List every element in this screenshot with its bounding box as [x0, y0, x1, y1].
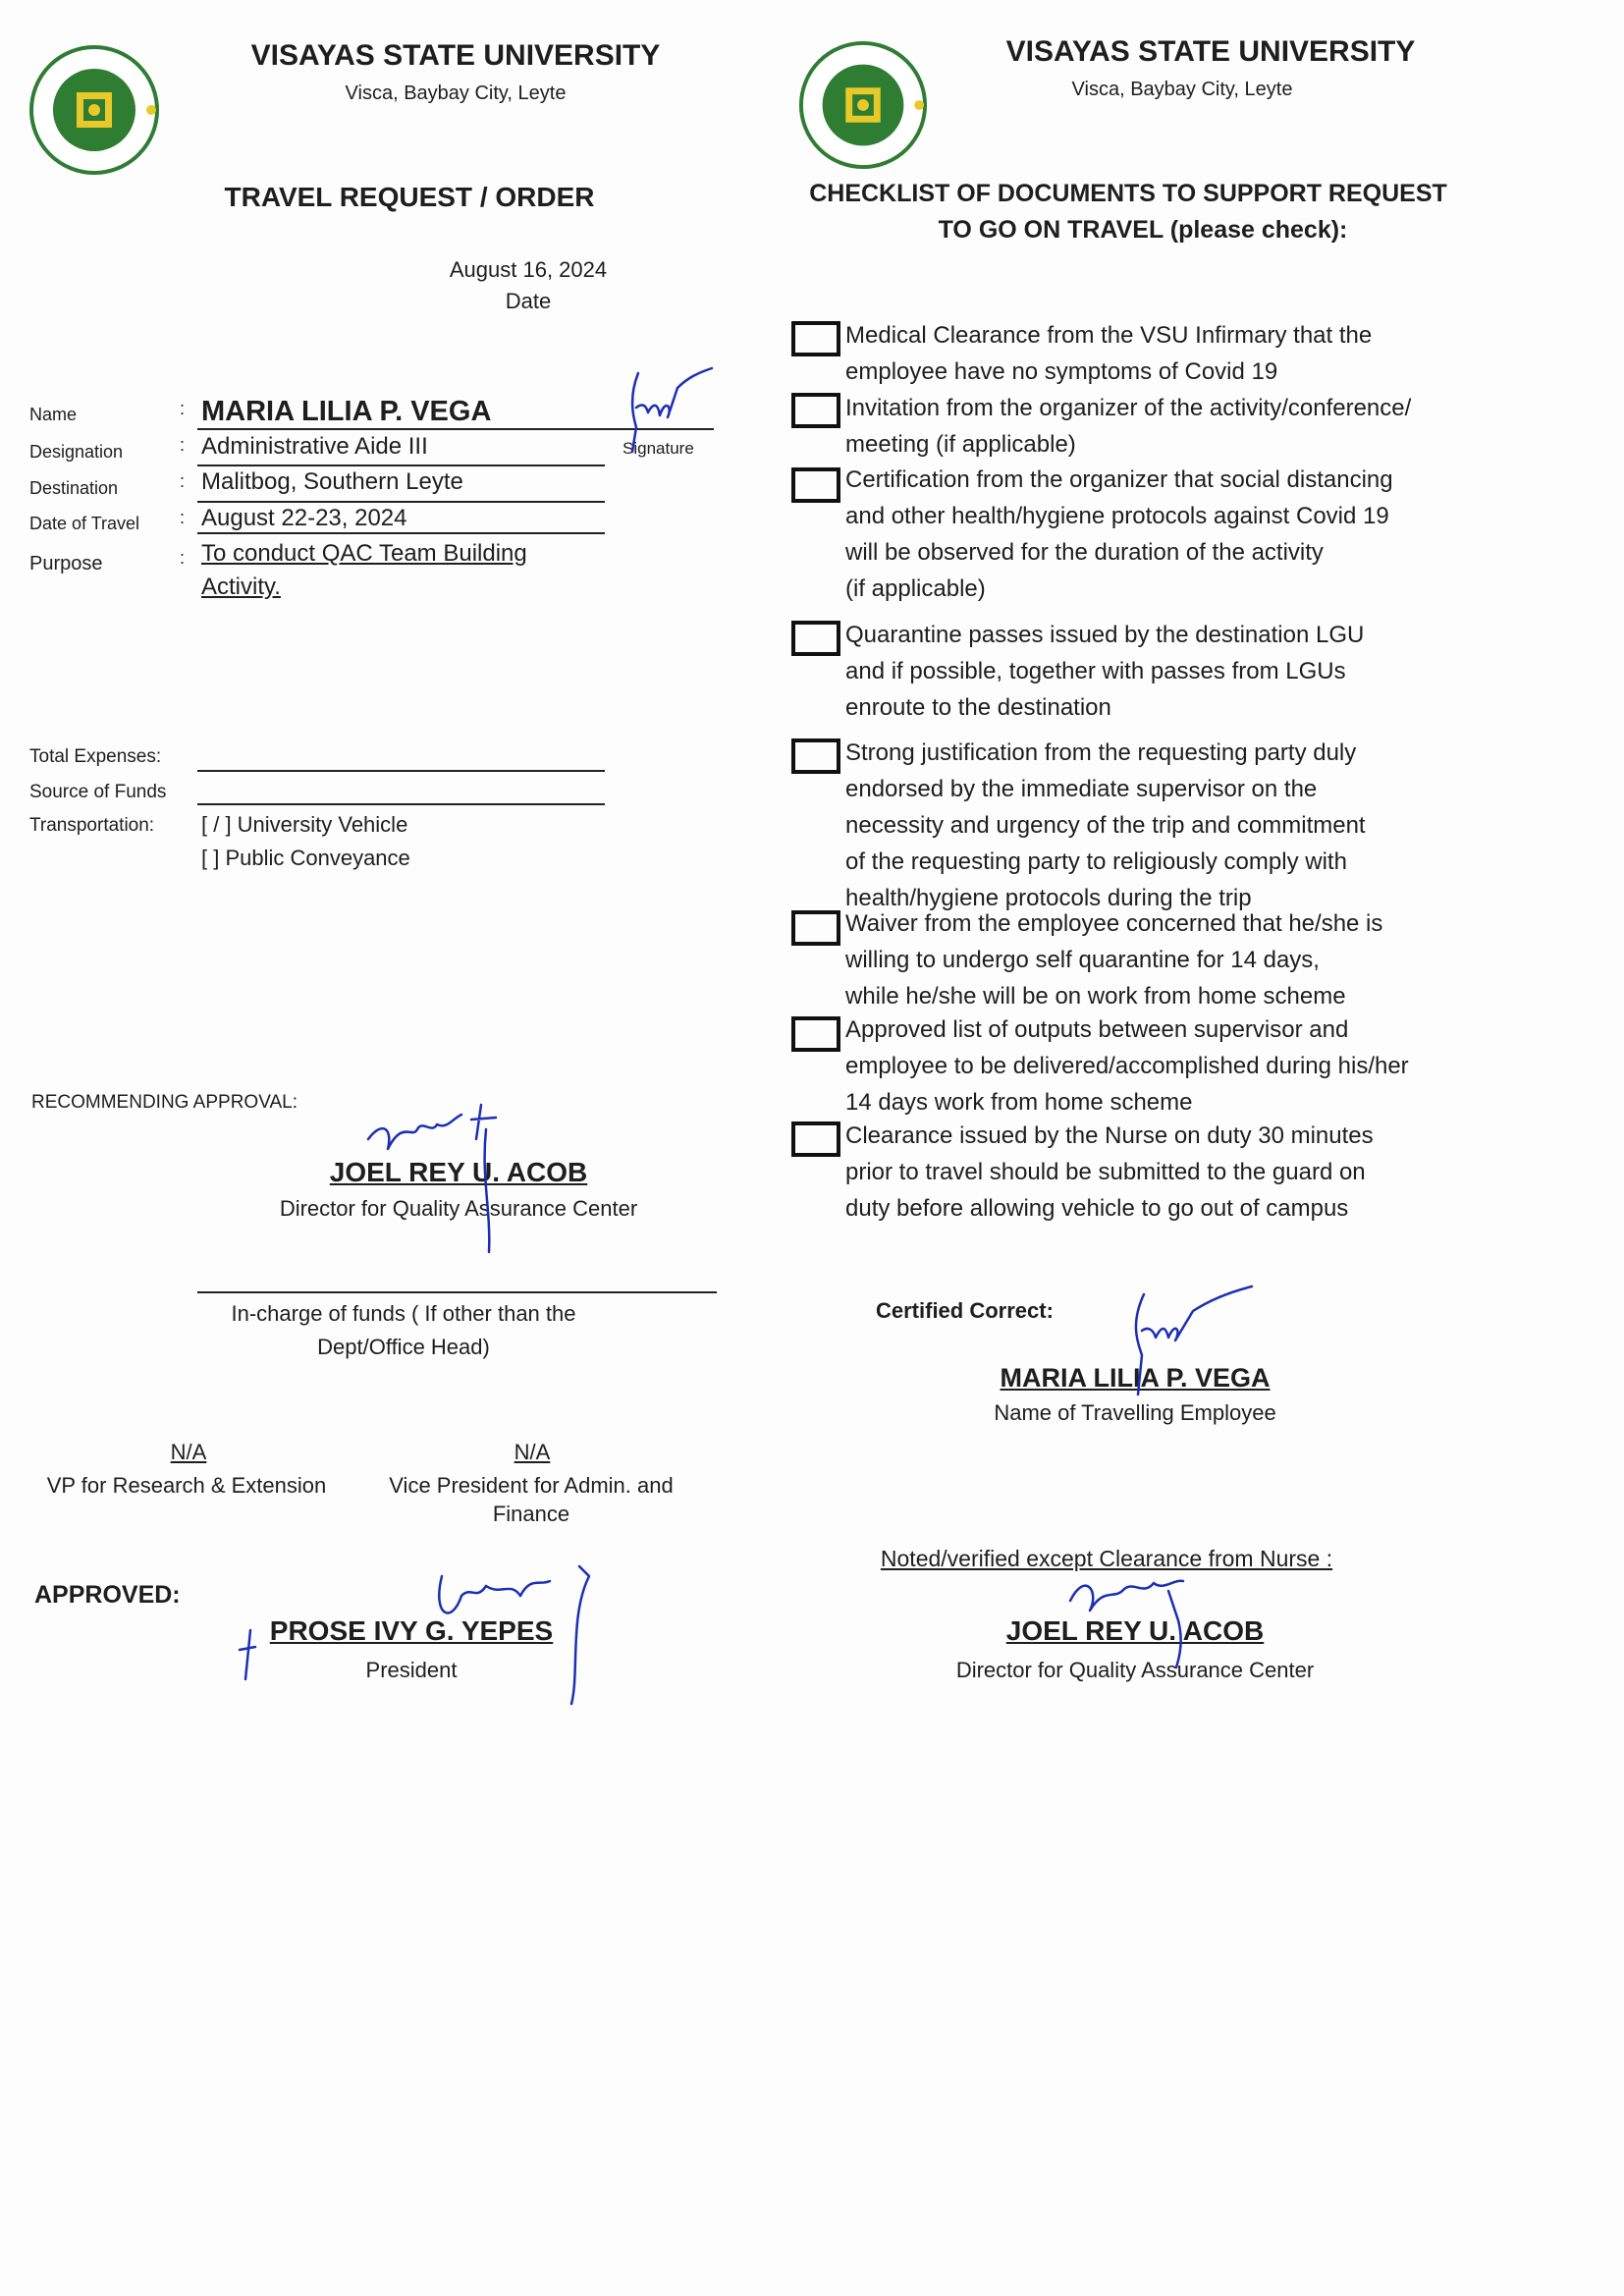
recommender-title: Director for Quality Assurance Center [279, 1196, 638, 1221]
checklist-item-text: 14 days work from home scheme [845, 1089, 1193, 1116]
checklist-item-text: Quarantine passes issued by the destination LGU [845, 622, 1365, 648]
vp-research-title: VP for Research & Extension [46, 1473, 327, 1498]
signature-label: Signature [623, 439, 694, 458]
total-expenses-label: Total Expenses: [29, 746, 162, 767]
source-of-funds-label: Source of Funds [29, 782, 167, 802]
checklist-checkbox[interactable] [791, 738, 840, 774]
vp-research-value: N/A [170, 1440, 207, 1464]
checklist-item-text: meeting (if applicable) [845, 431, 1076, 458]
incharge-funds-label: In-charge of funds ( If other than the [231, 1301, 576, 1326]
university-seal-logo [27, 43, 161, 177]
form-title: TRAVEL REQUEST / ORDER [224, 182, 595, 212]
checklist-item-text: will be observed for the duration of the activity [845, 539, 1324, 566]
transportation-label: Transportation: [29, 815, 155, 836]
checklist-item-text: employee have no symptoms of Covid 19 [845, 358, 1278, 385]
date-of-travel-label: Date of Travel [29, 514, 140, 533]
director-name: JOEL REY U. ACOB [1005, 1615, 1265, 1646]
checklist-checkbox[interactable] [791, 621, 840, 656]
recommending-approval-label: RECOMMENDING APPROVAL: [31, 1092, 298, 1113]
checklist-item-text: endorsed by the immediate supervisor on the [845, 776, 1318, 802]
destination-value: Malitbog, Southern Leyte [201, 468, 463, 495]
checklist-item-text: enroute to the destination [845, 694, 1111, 721]
university-address-right: Visca, Baybay City, Leyte [1071, 79, 1293, 100]
travel-request-document: VISAYAS STATE UNIVERSITY Visca, Baybay City, Leyte TRAVEL REQUEST / ORDER August 16, 2024 Date Name : MARIA LILIA P. VEGA Signature Designation : Administrative Aide III Destination : Malitbog, Southern Leyte Date of Travel : August 22-23, 2024 Purpose : To conduct QAC Team Building Activity. Total Expenses: Source of Funds Transportation: [ / ] University Vehicle [ ] Public Conveyance RECOMMENDING APPROVAL: JOEL REY U. ACOB Director for Quality Assurance Center In-charge of funds ( If other than the Dept/Office Head) N/A VP for Research & Extension N/A Vice President for Admin. and Finance APPROVED: PROSE IVY G. YEPES President VISAYAS STATE UNIVERSITY Visca, Baybay City, Leyte CHECKLIST OF DOCUMENTS TO SUPPORT REQUEST TO GO ON TRAVEL (please check): Medical Clearance from the VSU Infirmary that the employee have no symptoms of Covid 19 Invitation from the organizer of the activity/conference/ meeting (if applicable) Certification from the organizer that social distancing and other health/hygiene protocols against Covid 19 will be observed for the duration of the activity (if applicable) Quarantine passes issued by the destination LGU and if possible, together with passes from LGUs enroute to the destination Strong justification from the requesting party duly endorsed by the immediate supervisor on the necessity and urgency of the trip and commitment of the requesting party to religiously comply with health/hygiene protocols during the trip Waiver from the employee concerned that he/she is willing to undergo self quarantine for 14 days, while he/she will be on work from home scheme Approved list of outputs between supervisor and employee to be delivered/accomplished during his/her 14 days work from home scheme Clearance issued by the Nurse on duty 30 minutes prior to travel should be submitted to the guard on duty before allowing vehicle to go out of campus Certified Correct: MARIA LILIA P. VEGA Name of Travelling Employee Noted/verified except Clearance from Nurse : JOEL REY U. ACOB Director for Quality Assurance Center [0, 0, 1624, 2296]
noted-verified-label: Noted/verified except Clearance from Nurse : [880, 1546, 1333, 1571]
checklist-checkbox[interactable] [791, 1121, 840, 1157]
checklist-item-text: duty before allowing vehicle to go out of campus [845, 1195, 1349, 1222]
checklist-item-text: Waiver from the employee concerned that he/she is [845, 910, 1383, 937]
university-name: VISAYAS STATE UNIVERSITY [250, 39, 661, 72]
university-address: Visca, Baybay City, Leyte [345, 82, 567, 104]
university-name-right: VISAYAS STATE UNIVERSITY [1005, 35, 1416, 68]
employee-signature [619, 368, 717, 457]
approved-label: APPROVED: [34, 1581, 181, 1609]
president-name: PROSE IVY G. YEPES [269, 1615, 554, 1646]
director-title: Director for Quality Assurance Center [955, 1658, 1315, 1682]
recommender-name: JOEL REY U. ACOB [329, 1157, 588, 1187]
checklist-item-text: of the requesting party to religiously comply with [845, 848, 1347, 875]
checklist-item-text: prior to travel should be submitted to the guard on [845, 1159, 1366, 1185]
employee-title: Name of Travelling Employee [994, 1400, 1276, 1425]
checklist-checkbox[interactable] [791, 467, 840, 503]
checklist-item-text: Strong justification from the requesting party duly [845, 739, 1357, 766]
date-of-travel-value: August 22-23, 2024 [201, 505, 407, 531]
vp-admin-value: N/A [514, 1440, 551, 1464]
certified-correct-label: Certified Correct: [876, 1298, 1054, 1323]
checklist-item-text: necessity and urgency of the trip and commitment [845, 812, 1366, 839]
checklist-item-text: health/hygiene protocols during the trip [845, 885, 1252, 911]
transport-university-vehicle[interactable]: [ / ] University Vehicle [201, 812, 408, 837]
checklist-checkbox[interactable] [791, 393, 840, 428]
checklist-item-text: and if possible, together with passes from LGUs [845, 658, 1346, 684]
checklist-title: CHECKLIST OF DOCUMENTS TO SUPPORT REQUEST [809, 180, 1447, 207]
incharge-funds-label-line2: Dept/Office Head) [317, 1335, 490, 1359]
director-signature [1060, 1561, 1237, 1669]
name-value: MARIA LILIA P. VEGA [201, 396, 492, 427]
vp-admin-title-line2: Finance [492, 1502, 570, 1526]
designation-value: Administrative Aide III [201, 433, 428, 460]
transport-public-conveyance[interactable]: [ ] Public Conveyance [201, 846, 410, 870]
checklist-item-text: Approved list of outputs between supervisor and [845, 1016, 1349, 1043]
destination-label: Destination [29, 478, 119, 498]
purpose-label: Purpose [29, 553, 103, 574]
recommender-signature [363, 1100, 520, 1257]
checklist-checkbox[interactable] [791, 321, 840, 356]
employee-signature-certified [1124, 1286, 1262, 1404]
university-seal-logo-right [797, 39, 929, 171]
vp-admin-title: Vice President for Admin. and [389, 1473, 674, 1498]
date-label: Date [505, 289, 552, 313]
checklist-item-text: Medical Clearance from the VSU Infirmary that the [845, 322, 1373, 349]
purpose-value-line2: Activity. [201, 574, 281, 600]
president-title: President [365, 1658, 458, 1682]
checklist-item-text: willing to undergo self quarantine for 14 days, [845, 947, 1320, 973]
president-signature [226, 1557, 599, 1704]
designation-label: Designation [29, 442, 124, 462]
checklist-item-text: employee to be delivered/accomplished during his/her [845, 1053, 1409, 1079]
checklist-item-text: Clearance issued by the Nurse on duty 30 minutes [845, 1122, 1374, 1149]
checklist-item-text: and other health/hygiene protocols against Covid 19 [845, 503, 1389, 529]
name-label: Name [29, 405, 78, 424]
checklist-item-text: Certification from the organizer that social distancing [845, 466, 1393, 493]
request-date: August 16, 2024 [449, 257, 608, 282]
purpose-value: To conduct QAC Team Building [201, 540, 527, 567]
checklist-item-text: (if applicable) [845, 575, 986, 602]
checklist-checkbox[interactable] [791, 910, 840, 946]
employee-name: MARIA LILIA P. VEGA [1000, 1363, 1271, 1393]
checklist-title-line2: TO GO ON TRAVEL (please check): [938, 216, 1348, 244]
checklist-item-text: Invitation from the organizer of the activity/conference/ [845, 395, 1412, 421]
checklist-item-text: while he/she will be on work from home scheme [845, 983, 1346, 1010]
checklist-checkbox[interactable] [791, 1016, 840, 1052]
